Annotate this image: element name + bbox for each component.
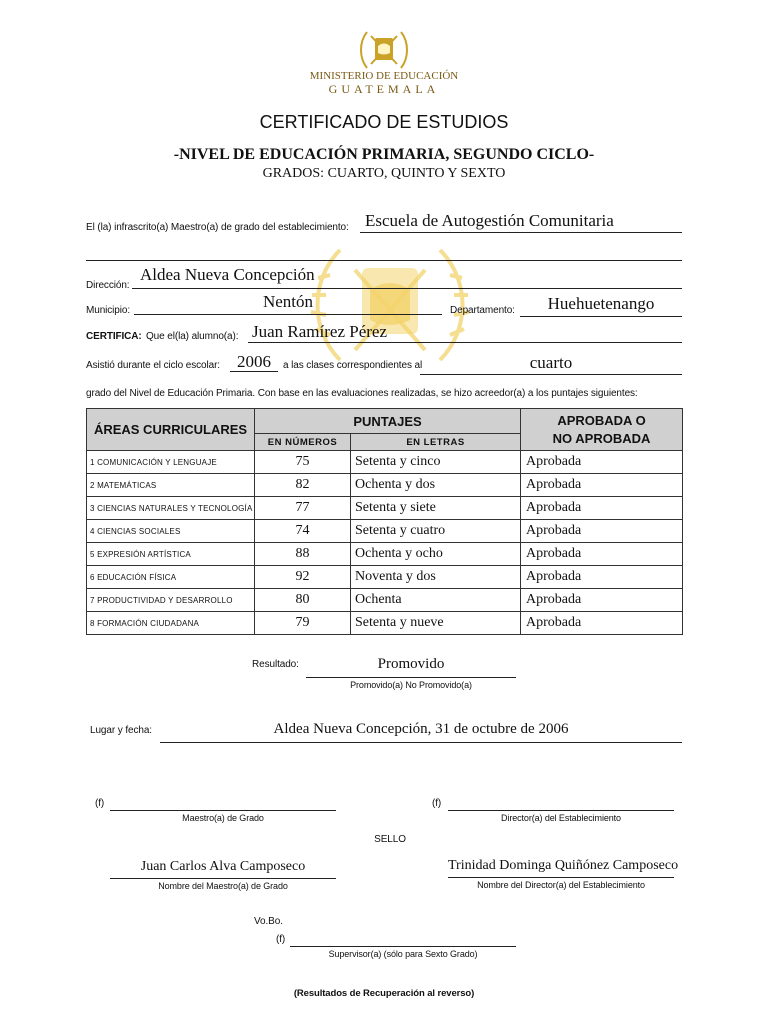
words-cell: Ochenta y dos [351, 474, 521, 497]
status-cell: Aprobada [521, 520, 683, 543]
scores-header: PUNTAJES [255, 409, 521, 434]
status-cell: Aprobada [521, 451, 683, 474]
grade-value: cuarto [529, 353, 573, 372]
supervisor-caption: Supervisor(a) (sólo para Sexto Grado) [328, 949, 478, 959]
classes-label: a las clases correspondientes al [283, 360, 423, 371]
municipality-label: Municipio: [86, 305, 131, 316]
status-cell: Aprobada [521, 566, 683, 589]
area-cell: 2 MATEMÁTICAS [87, 474, 255, 497]
teacher-name-line [110, 878, 336, 879]
supervisor-f-mark: (f) [276, 934, 286, 945]
director-f-mark: (f) [432, 798, 442, 809]
vobo-label: Vo.Bo. [254, 916, 283, 927]
area-cell: 3 CIENCIAS NATURALES Y TECNOLOGÍA [87, 497, 255, 520]
director-name-caption: Nombre del Director(a) del Establecimiento [477, 880, 645, 890]
area-cell: 7 PRODUCTIVIDAD Y DESARROLLO [87, 589, 255, 612]
level-heading: -NIVEL DE EDUCACIÓN PRIMARIA, SEGUNDO CICLO- [173, 146, 595, 163]
result-line [306, 677, 516, 678]
address-label: Dirección: [86, 280, 130, 291]
student-line [248, 342, 682, 343]
areas-header: ÁREAS CURRICULARES [87, 409, 255, 451]
school-line [360, 232, 682, 233]
words-cell: Setenta y cinco [351, 451, 521, 474]
year-value: 2006 [237, 352, 271, 371]
municipality-value: Nentón [262, 292, 314, 311]
table-row [87, 474, 683, 497]
teacher-caption: Maestro(a) de Grado [182, 813, 264, 823]
table-row [87, 566, 683, 589]
status-cell: Aprobada [521, 612, 683, 635]
teacher-name: Juan Carlos Alva Camposeco [140, 859, 306, 874]
score-cell: 82 [255, 474, 351, 497]
score-cell: 74 [255, 520, 351, 543]
score-cell: 79 [255, 612, 351, 635]
address-line [132, 288, 682, 289]
year-line [230, 371, 278, 372]
table-row [87, 520, 683, 543]
director-name: Trinidad Dominga Quiñónez Camposeco [448, 858, 679, 873]
score-cell: 77 [255, 497, 351, 520]
status-cell: Aprobada [521, 474, 683, 497]
area-cell: 5 EXPRESIÓN ARTÍSTICA [87, 543, 255, 566]
status-header [521, 409, 683, 451]
page-title: CERTIFICADO DE ESTUDIOS [259, 112, 509, 132]
place-date-value: Aldea Nueva Concepción, 31 de octubre de 2006 [273, 721, 569, 737]
director-name-line [448, 877, 674, 878]
certifies-bold: CERTIFICA: [86, 331, 142, 342]
status-cell: Aprobada [521, 543, 683, 566]
result-value: Promovido [377, 656, 445, 672]
result-label: Resultado: [252, 659, 299, 670]
supervisor-signature-line [290, 946, 516, 947]
numbers-header: EN NÚMEROS [255, 434, 351, 451]
table-row [87, 543, 683, 566]
department-value: Huehuetenango [547, 294, 655, 313]
teacher-label: El (la) infrascrito(a) Maestro(a) de grado del establecimiento: [86, 222, 349, 233]
director-signature-line [448, 810, 674, 811]
words-cell: Noventa y dos [351, 566, 521, 589]
status-header-line-2: NO APROBADA [552, 430, 651, 446]
teacher-signature-line [110, 810, 336, 811]
municipality-line [134, 314, 442, 315]
words-cell: Setenta y nueve [351, 612, 521, 635]
grades-table [86, 408, 683, 635]
status-cell: Aprobada [521, 497, 683, 520]
place-date-line [160, 742, 682, 743]
place-date-label: Lugar y fecha: [90, 725, 152, 736]
seal-label: SELLO [374, 834, 406, 845]
status-header-line-1: APROBADA O [557, 412, 646, 428]
area-cell: 8 FORMACIÓN CIUDADANA [87, 612, 255, 635]
table-row [87, 612, 683, 635]
words-cell: Ochenta y ocho [351, 543, 521, 566]
area-cell: 4 CIENCIAS SOCIALES [87, 520, 255, 543]
words-cell: Setenta y cuatro [351, 520, 521, 543]
department-line [520, 316, 682, 317]
attended-label: Asistió durante el ciclo escolar: [86, 360, 220, 371]
grade-line [420, 374, 682, 375]
statement-text: grado del Nivel de Educación Primaria. Con base en las evaluaciones realizadas, se hizo acreedor(a) a los puntajes siguientes: [86, 388, 638, 399]
words-cell: Ochenta [351, 589, 521, 612]
extra-line [86, 260, 682, 261]
director-caption: Director(a) del Establecimiento [501, 813, 621, 823]
school-value: Escuela de Autogestión Comunitaria [365, 211, 614, 230]
grades-heading: GRADOS: CUARTO, QUINTO Y SEXTO [262, 166, 506, 181]
teacher-name-caption: Nombre del Maestro(a) de Grado [158, 881, 288, 891]
area-cell: 6 EDUCACIÓN FÍSICA [87, 566, 255, 589]
ministry-name: MINISTERIO DE EDUCACIÓN [309, 70, 459, 82]
score-cell: 92 [255, 566, 351, 589]
address-value: Aldea Nueva Concepción [140, 265, 315, 284]
footer-note: (Resultados de Recuperación al reverso) [293, 988, 475, 999]
teacher-f-mark: (f) [95, 798, 105, 809]
result-caption: Promovido(a) No Promovido(a) [350, 680, 472, 690]
letters-header: EN LETRAS [351, 434, 521, 451]
table-row [87, 589, 683, 612]
score-cell: 80 [255, 589, 351, 612]
area-cell: 1 COMUNICACIÓN Y LENGUAJE [87, 451, 255, 474]
student-value: Juan Ramírez Pérez [252, 322, 387, 341]
table-row [87, 497, 683, 520]
score-cell: 75 [255, 451, 351, 474]
country-name: GUATEMALA [328, 82, 440, 96]
status-cell: Aprobada [521, 589, 683, 612]
ministry-emblem-icon [357, 28, 411, 72]
table-row [87, 451, 683, 474]
score-cell: 88 [255, 543, 351, 566]
certifies-label: Que el(la) alumno(a): [146, 331, 239, 342]
words-cell: Setenta y siete [351, 497, 521, 520]
department-label: Departamento: [450, 305, 515, 316]
